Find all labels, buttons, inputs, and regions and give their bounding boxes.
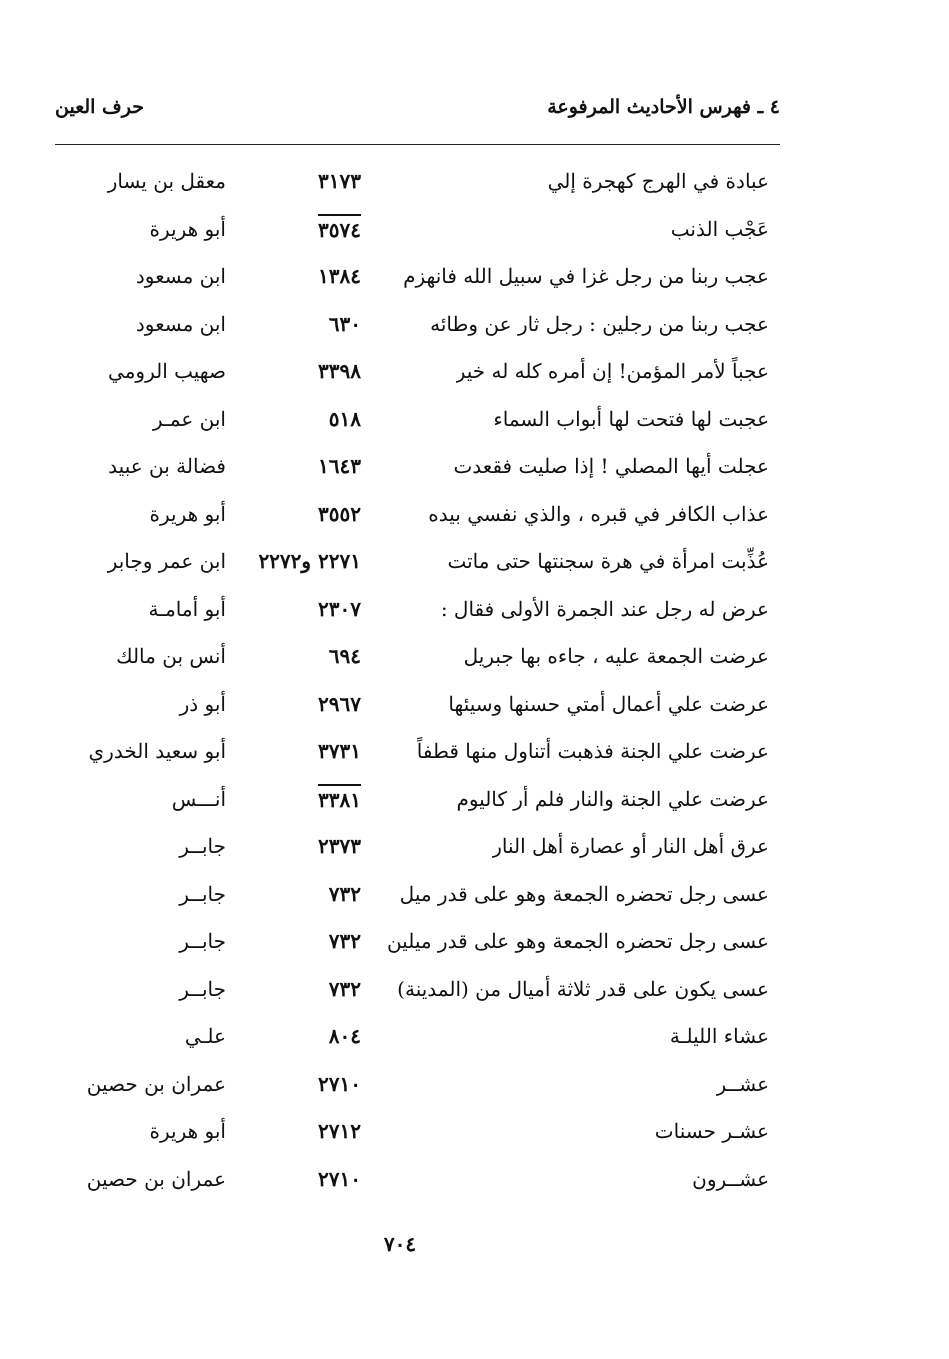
letter-title: حرف العين [55, 96, 144, 118]
index-entry [0, 348, 949, 396]
hadith-number: ٣٧٣١ [318, 739, 361, 763]
hadith-text: عشــرون [692, 1166, 769, 1191]
index-entry [0, 681, 949, 729]
hadith-number: ٧٣٢ [328, 881, 361, 906]
index-entry [0, 396, 949, 444]
index-entry [0, 823, 949, 871]
index-entry [0, 1156, 949, 1204]
index-entry [0, 776, 949, 824]
index-entry [0, 633, 949, 681]
hadith-number: ٧٣٢ [328, 929, 361, 953]
hadith-number: ٢٩٦٧ [318, 691, 361, 716]
index-entry [0, 871, 949, 919]
section-title: ٤ ـ فهرس الأحاديث المرفوعة [547, 96, 780, 118]
hadith-text: عُذِّبت امرأة في هرة سجنتها حتى ماتت [447, 549, 769, 573]
hadith-number: ٢٧١٠ [318, 1071, 361, 1096]
index-entry [0, 301, 949, 349]
index-entry [0, 158, 949, 206]
index-entry [0, 1013, 949, 1061]
hadith-text: عشـر حسنات [654, 1119, 769, 1143]
hadith-number: ١٣٨٤ [318, 264, 361, 288]
narrator-name: أبو هريرة [149, 1119, 226, 1143]
index-entry [0, 206, 949, 254]
hadith-text: عجلت أيها المصلي ! إذا صليت فقعدت [453, 454, 769, 478]
index-entry [0, 538, 949, 586]
narrator-name: عمران بن حصين [86, 1071, 226, 1096]
hadith-text: عسى رجل تحضره الجمعة وهو على قدر ميلين [386, 929, 769, 953]
page-number: ٧٠٤ [383, 1232, 417, 1256]
index-entry [0, 1061, 949, 1109]
hadith-text: عجب ربنا من رجلين : رجل ثار عن وطائه [430, 311, 769, 336]
narrator-name: أبو هريرة [149, 501, 226, 526]
header-divider [55, 144, 780, 145]
hadith-text: عرضت علي الجنة فذهبت أتناول منها قطفاً [416, 739, 769, 763]
narrator-name: جابــر [179, 976, 226, 1001]
hadith-text: عرضت علي أعمال أمتي حسنها وسيئها [448, 691, 769, 716]
hadith-text: عشــر [716, 1071, 769, 1096]
narrator-name: أبو هريرة [149, 216, 226, 241]
hadith-text: عذاب الكافر في قبره ، والذي نفسي بيده [428, 501, 769, 526]
narrator-name: فضالة بن عبيد [108, 454, 226, 478]
hadith-number: ٣٥٥٢ [318, 501, 361, 526]
narrator-name: أبو سعيد الخدري [88, 739, 226, 763]
index-entry [0, 966, 949, 1014]
hadith-text: عجبت لها فتحت لها أبواب السماء [493, 406, 769, 431]
narrator-name: صهيب الرومي [108, 359, 226, 383]
hadith-text: عبادة في الهرج كهجرة إلي [547, 169, 769, 193]
hadith-number: ٧٣٢ [328, 976, 361, 1001]
hadith-number: ٢٢٧١ و٢٢٧٢ [258, 549, 361, 573]
index-entry [0, 491, 949, 539]
narrator-name: ابن عمر وجابر [107, 549, 226, 573]
index-entry [0, 918, 949, 966]
index-entry [0, 586, 949, 634]
narrator-name: ابن مسعود [135, 264, 226, 288]
narrator-name: علـي [184, 1024, 226, 1048]
hadith-text: عشاء الليلـة [669, 1024, 769, 1048]
narrator-name: عمران بن حصين [86, 1166, 226, 1191]
hadith-text: عجب ربنا من رجل غزا في سبيل الله فانهزم [403, 264, 769, 288]
narrator-name: ابن مسعود [135, 311, 226, 336]
narrator-name: أنس بن مالك [116, 644, 226, 668]
narrator-name: جابــر [179, 929, 226, 953]
index-entry [0, 443, 949, 491]
hadith-number: ٥١٨ [328, 406, 361, 431]
hadith-number: ٨٠٤ [328, 1024, 361, 1048]
index-entry [0, 728, 949, 776]
narrator-name: ابن عمـر [152, 406, 226, 431]
running-header [55, 96, 780, 130]
hadith-index-list [0, 158, 949, 1203]
narrator-name: معقل بن يسار [107, 169, 226, 193]
hadith-number: ٣٣٨١ [318, 784, 361, 813]
hadith-number: ٢٣٧٣ [318, 834, 361, 858]
hadith-text: عرضت الجمعة عليه ، جاءه بها جبريل [463, 644, 769, 668]
narrator-name: أبو أمامـة [148, 596, 226, 621]
narrator-name: أنـــس [171, 786, 226, 811]
hadith-number: ٢٣٠٧ [318, 596, 361, 621]
hadith-text: عرق أهل النار أو عصارة أهل النار [492, 834, 769, 858]
hadith-number: ٦٩٤ [328, 644, 361, 668]
narrator-name: جابــر [179, 834, 226, 858]
hadith-text: عَجْب الذنب [670, 216, 769, 241]
index-entry [0, 1108, 949, 1156]
hadith-number: ٣١٧٣ [318, 169, 361, 193]
narrator-name: جابــر [179, 881, 226, 906]
hadith-number: ١٦٤٣ [318, 454, 361, 478]
hadith-text: عرضت علي الجنة والنار فلم أر كاليوم [456, 786, 769, 811]
hadith-text: عسى يكون على قدر ثلاثة أميال من (المدينة) [397, 976, 769, 1001]
hadith-text: عسى رجل تحضره الجمعة وهو على قدر ميل [399, 881, 769, 906]
hadith-number: ٣٣٩٨ [318, 359, 361, 383]
narrator-name: أبو ذر [179, 691, 226, 716]
hadith-number: ٢٧١٠ [318, 1166, 361, 1191]
hadith-text: عرض له رجل عند الجمرة الأولى فقال : [440, 596, 769, 621]
hadith-number: ٣٥٧٤ [318, 214, 361, 243]
index-entry [0, 253, 949, 301]
hadith-number: ٢٧١٢ [318, 1119, 361, 1143]
hadith-number: ٦٣٠ [328, 311, 361, 336]
hadith-text: عجباً لأمر المؤمن! إن أمره كله له خير [455, 359, 769, 383]
